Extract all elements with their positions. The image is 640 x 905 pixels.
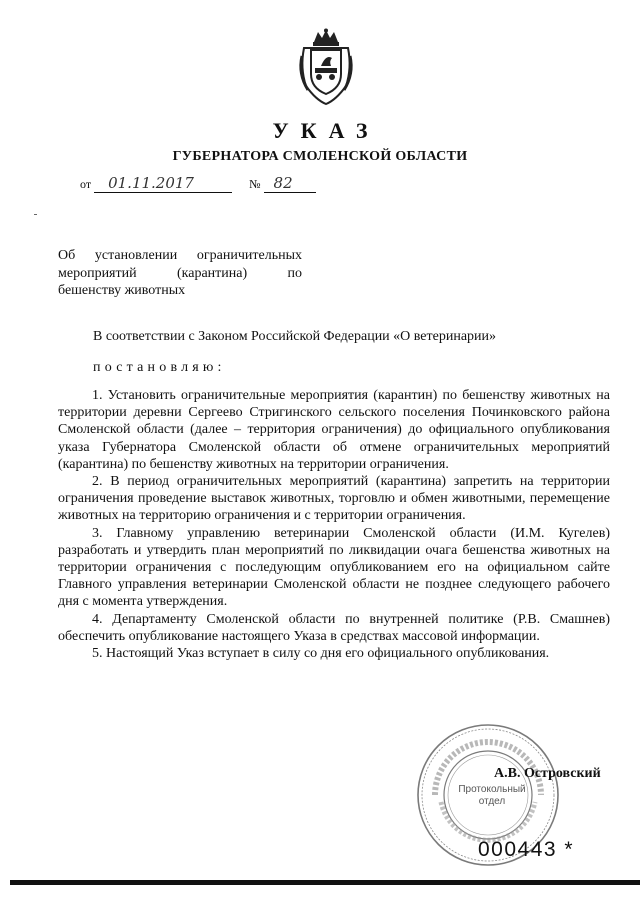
coat-of-arms-emblem	[296, 28, 356, 106]
document-subject	[58, 247, 302, 300]
decree-item: 5. Настоящий Указ вступает в силу со дня его официального опубликования.	[92, 646, 550, 662]
preamble-text: В соответствии с Законом Российской Федерации «О ветеринарии»	[93, 329, 497, 344]
bottom-rule	[10, 880, 640, 885]
decree-item: 4. Департаменту Смоленской области по внутренней политике (Р.В. Смашнев) обеспечить опубликование настоящего Указа в средствах массовой информации.	[58, 611, 610, 644]
subject-line: мероприятий (карантина) по	[58, 265, 302, 281]
document-subtitle: ГУБЕРНАТОРА СМОЛЕНСКОЙ ОБЛАСТИ	[172, 149, 468, 164]
subject-line: Об установлении ограничительных	[58, 248, 302, 263]
document-title: УКАЗ	[272, 118, 380, 143]
stamp-text-line: Протокольный	[458, 784, 526, 795]
subject-line: бешенству животных	[58, 283, 186, 298]
date-prefix: от	[80, 177, 92, 191]
stamp-text-line: отдел	[478, 796, 506, 807]
decree-item: 1. Установить ограничительные мероприятия (карантин) по бешенству животных на территории деревни Сергеево Стригинского сельского поселения Починковского района Смоленской области (далее – территория ограничения) до официального опубликования указа Губернатора Смоленской области об отмене ограничительных мероприятий (карантина) по бешенству животных на территории ограничения.	[58, 388, 610, 472]
resolve-word: постановляю:	[93, 360, 226, 375]
stamp-text	[452, 784, 532, 808]
number-prefix: №	[249, 177, 261, 191]
decree-item: 2. В период ограничительных мероприятий (карантина) запретить на территории ограничения проведение выставок животных, торговлю и обмен животными, перемещение животных на территорию ограничения и с территории ограничения.	[58, 474, 610, 524]
margin-mark	[34, 214, 37, 215]
signer-name: А.В. Островский	[494, 766, 601, 781]
decree-item: 3. Главному управлению ветеринарии Смоленской области (И.М. Кугелев) разработать и утвердить план мероприятий по ликвидации очага бешенства животных на территории ограничения с последующим опубликованием его на официальном сайте Главного управления ветеринарии Смоленской области не позднее следующего рабочего дня с момента утверждения.	[58, 525, 610, 610]
date-field: 01.11.2017	[94, 174, 232, 193]
number-field: 82	[264, 174, 316, 193]
registration-number: 000443 *	[478, 838, 575, 861]
date-number-row	[80, 174, 316, 193]
decree-items	[58, 387, 610, 662]
